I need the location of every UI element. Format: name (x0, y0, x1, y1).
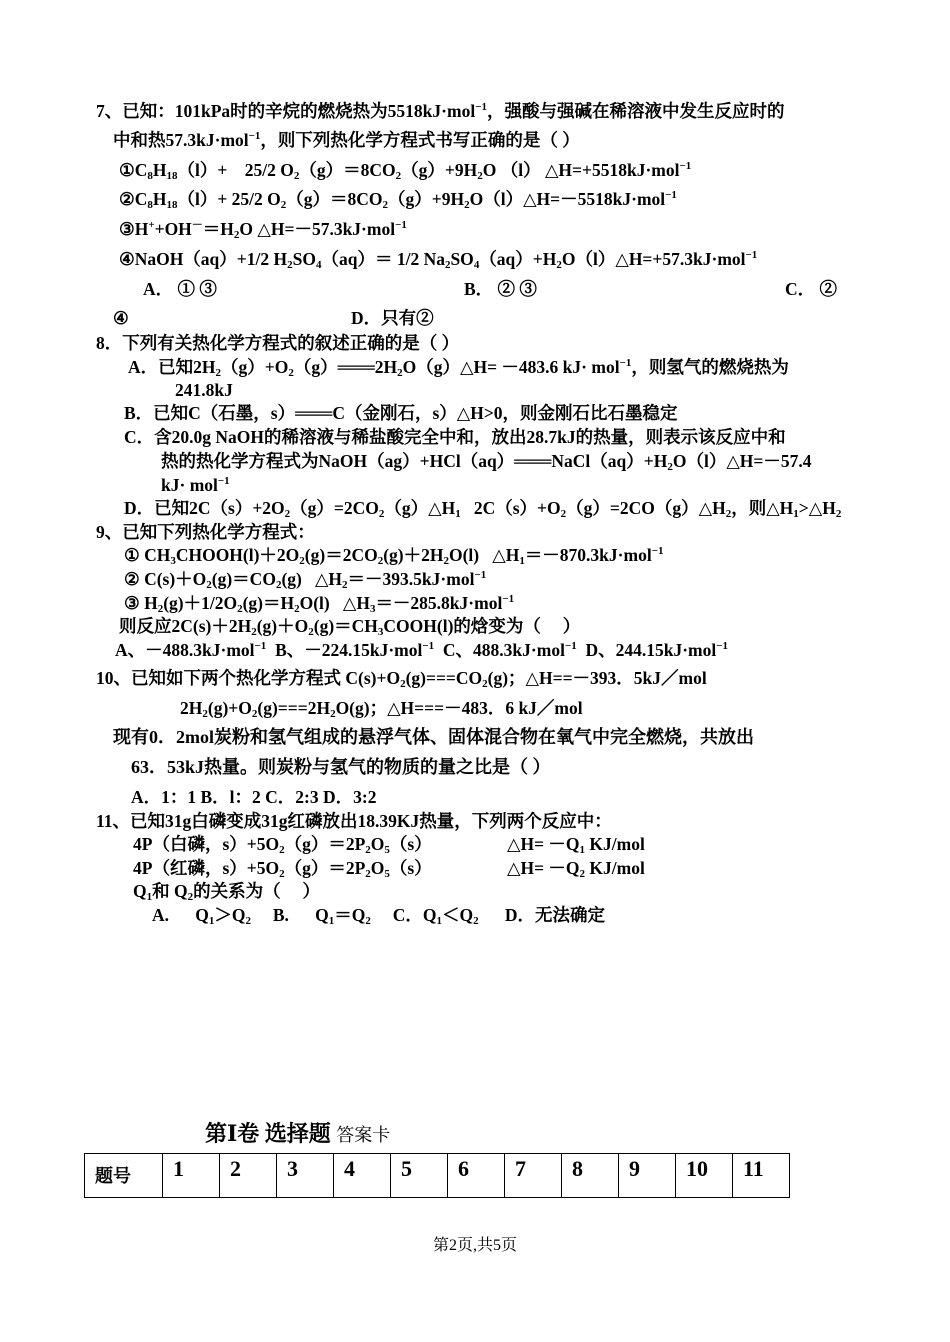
q7-option-4: ④NaOH（aq）+1/2 $H_2SO_4(aq)= 1/2$ $Na_2SO_4(aq)+H_2O(l)\triangle H=+57.3kJ\cdot mol^{-1}$ (119, 249, 758, 271)
q9-equation-1: ① $CH_3CHOOH(l)+2O_2(g)=2CO_2(g)+2H_2O(l)$ $\triangle H_1=-870.3kJ\cdot mol^{-1}$ (124, 545, 664, 567)
answer-number-10: 10 (676, 1154, 733, 1198)
q11-reaction-1-dh: △H= $-Q_1$ KJ/mol (507, 834, 645, 856)
answer-number-2: 2 (220, 1154, 277, 1198)
q10-paragraph-line2: 63．53kJ热量。则炭粉与氢气的物质的量之比是（ ） (131, 757, 551, 777)
q11-reaction-2: 4P（红磷，$s)+5O_2(g)=2P_2O_5(s)$ (133, 858, 432, 880)
answer-card-header: 题号 (85, 1154, 163, 1198)
q8-option-d: D．已知$2C(s)+2O_2(g)=2CO_2(g)\triangle H_1$ $2C(s)+O_2(g)=2CO(g)\triangle H_2$，则$\triangle H_1>\triangle H_2$ (124, 498, 842, 520)
q9-stem: 9、已知下列热化学方程式： (96, 522, 315, 542)
q10-equation-2: $2H_2(g)+O_2(g)===2H_2O(g)$；△H===－483．6 kJ／mol (180, 698, 583, 720)
q7-stem-line2: 中和热57.3kJ·mol$^{-1}$，则下列热化学方程式书写正确的是（ ） (113, 130, 580, 150)
q9-choices: A、－488.3kJ·mol$^{-1}$ B、－224.15kJ·mol$^{-1}$ C、488.3kJ·mol$^{-1}$ D、244.15kJ·mol$^{-1}$ (115, 640, 729, 660)
q10-choices: A．1：1 B．l：2 C．2:3 D．3:2 (131, 787, 377, 807)
q7-option-2: $②C_8H_{18}(l)+ 25/2$ $O_2(g)=8CO_2(g)+9H_2O(l)\triangle H=-5518kJ\cdot mol^{-1}$ (119, 189, 677, 211)
q11-reaction-1: 4P（白磷，$s)+5O_2(g)=2P_2O_5(s)$ (133, 834, 432, 856)
q8-option-a: A．已知$2H_2(g)+O_2(g)═══2H_2O(g)\triangle H= -483.6$ kJ· mol$^{-1}$，则氢气的燃烧热为 (128, 357, 789, 379)
q11-ask: $Q_1$和 $Q_2$的关系为（ ） (133, 881, 320, 903)
q7-choice-c-cont: ④ (113, 308, 129, 328)
answer-number-3: 3 (277, 1154, 334, 1198)
answer-number-11: 11 (733, 1154, 790, 1198)
answer-number-7: 7 (505, 1154, 562, 1198)
q10-paragraph-line1: 现有0．2mol炭粉和氢气组成的悬浮气体、固体混合物在氧气中完全燃烧，共放出 (113, 727, 754, 747)
q7-choice-c: C． ② (785, 279, 838, 299)
q8-stem: 8．下列有关热化学方程式的叙述正确的是（ ） (96, 333, 460, 353)
answer-number-4: 4 (334, 1154, 391, 1198)
q9-ask: 则反应$2C(s)+2H_2(g)+O_2(g)=CH_3COOH(l)$的焓变为（ ） (119, 616, 581, 638)
q7-choice-b: B． ② ③ (464, 279, 537, 299)
q9-equation-2: ② $C(s)+O_2(g)=CO_2(g)$ $\triangle H_2=-393.5kJ\cdot mol^{-1}$ (124, 569, 487, 591)
answer-number-8: 8 (562, 1154, 619, 1198)
answer-card-title: 第Ⅰ卷 选择题 答案卡 (205, 1121, 391, 1146)
answer-number-6: 6 (448, 1154, 505, 1198)
page-footer: 第2页,共5页 (432, 1237, 517, 1254)
q11-reaction-2-dh: △H= $-Q_2$ KJ/mol (507, 858, 645, 880)
q8-option-a-cont: 241.8kJ (175, 380, 233, 400)
q9-equation-3: ③ $H_2(g)+1/2O_2(g)=H_2O(l)$ $\triangle H_3=-285.8kJ\cdot mol^{-1}$ (124, 593, 515, 615)
q7-option-3: $③H^++OH^-=H_2O$ △H=－57.3kJ·mol$^{-1}$ (119, 219, 407, 241)
q11-choices: A. $Q_1>Q_2$ B. $Q_1=Q_2$ C．$Q_1<Q_2$ D．无法确定 (152, 905, 606, 927)
answer-number-9: 9 (619, 1154, 676, 1198)
q8-option-c: C．含20.0g NaOH的稀溶液与稀盐酸完全中和，放出28.7kJ的热量，则表示该反应中和 (124, 427, 786, 447)
q7-choice-d: D．只有② (351, 308, 434, 328)
q8-option-c-line2: 热的热化学方程式为$NaOH(ag)+HCl(aq)═══NaCl(aq)+H_2O(l)\triangle H=-57.4$ (161, 451, 812, 473)
answer-card-table (84, 1153, 790, 1198)
q7-choice-a: A． ① ③ (143, 279, 217, 299)
answer-card-row (85, 1154, 790, 1198)
q7-option-1: $①C_8H_{18}(l)+$ 25/2 $O_2(g)=8CO_2(g)+9H_2O$ （l） △H=+5518kJ·mol$^{-1}$ (119, 160, 692, 182)
q10-stem: 10、已知如下两个热化学方程式 $C(s)+O_2(g)===CO_2(g)$；△H==－393．5kJ／mol (96, 668, 707, 690)
answer-number-5: 5 (391, 1154, 448, 1198)
answer-number-1: 1 (163, 1154, 220, 1198)
q8-option-b: B．已知C（石墨，s）═══C（金刚石，s）△H>0，则金刚石比石墨稳定 (124, 403, 678, 423)
q8-option-c-line3: kJ· mol$^{-1}$ (161, 475, 230, 495)
q7-stem-line1: 7、已知：101kPa时的辛烷的燃烧热为5518kJ·mol$^{-1}$，强酸与强碱在稀溶液中发生反应时的 (96, 101, 785, 121)
q11-stem: 11、已知31g白磷变成31g红磷放出18.39KJ热量，下列两个反应中： (96, 811, 612, 831)
